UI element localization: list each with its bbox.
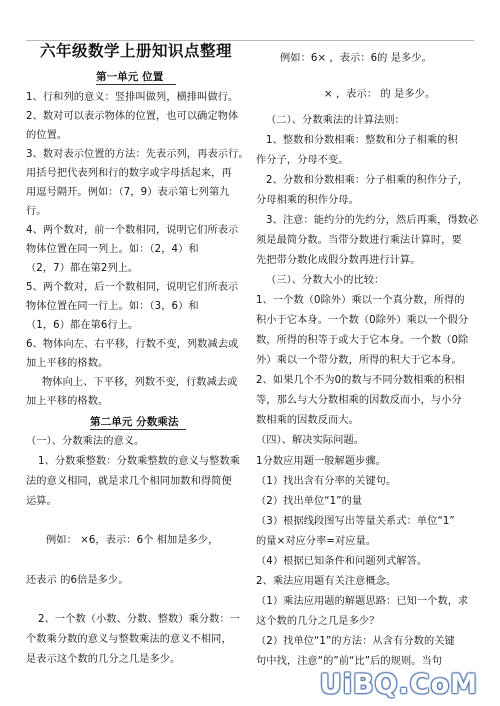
text-line: （2）找出单位“1”的量 — [256, 496, 363, 507]
text-line: 的位置。 — [26, 130, 68, 141]
text-line: × ，表示： 的 是多少。 — [324, 89, 436, 100]
text-line: 1、整数和分数相乘：整数和分子相乘的积 — [266, 135, 458, 146]
text-line: （1）找出含有分率的关键句。 — [256, 476, 397, 487]
text-line: 1分数应用题一般解题步骤。 — [256, 456, 387, 467]
text-line: 加上平移的格数。 — [26, 396, 109, 407]
text-line: 数，所得的积等于或大于它本身。一个数（0除 — [256, 335, 469, 346]
watermark: UiBQ.CoM — [319, 669, 478, 700]
text-line: 行。 — [26, 206, 47, 217]
text-line: （一）、分数乘法的意义。 — [26, 436, 145, 447]
text-line: 1、一个数（0除外）乘以一个真分数，所得的 — [256, 295, 465, 306]
text-line: 法的意义相同，就是求几个相同加数和得简便 — [26, 476, 232, 487]
text-line: （3）根据线段图写出等量关系式：单位“1” — [256, 516, 455, 527]
page-title: 六年级数学上册知识点整理 — [40, 41, 233, 60]
text-line: 2、分数和分数相乘：分子相乘的积作分子， — [266, 175, 469, 186]
text-line: 还表示 的6倍是多少。 — [26, 575, 129, 586]
unit2-heading-underline — [90, 429, 186, 430]
text-line: 分母相乘的积作分母。 — [256, 195, 359, 206]
text-line: 这个数的几分之几是多少？ — [256, 616, 380, 627]
text-line: 3、数对表示位置的方法：先表示列，再表示行。 — [26, 149, 249, 160]
text-line: 2、一个数（小数、分数、整数）乘分数：一 — [38, 614, 241, 625]
text-line: 须是最简分数。当带分数进行乘法计算时，要 — [256, 235, 462, 246]
text-line: 的量×对应分率=对应量。 — [256, 536, 377, 547]
text-line: 2、乘法应用题有关注意概念。 — [256, 576, 397, 587]
text-line: 物体向上、下平移，列数不变，行数减去或 — [42, 377, 238, 388]
text-line: 运算。 — [26, 496, 57, 507]
text-line: 作分子，分母不变。 — [256, 155, 349, 166]
text-line: （二）、分数乘法的计算法则： — [266, 115, 405, 126]
text-line: 1、分数乘整数：分数乘整数的意义与整数乘 — [38, 456, 241, 467]
text-line: 等，那么与大分数相乘的因数反而小，与小分 — [256, 395, 462, 406]
text-line: （1，6）都在第6行上。 — [26, 320, 139, 331]
text-line: 3、注意：能约分的先约分，然后再乘，得数必 — [266, 215, 479, 226]
text-line: 例如：6× ，表示：6的 是多少。 — [280, 53, 432, 64]
text-line: 个数乘分数的意义与整数乘法的意义不相同， — [26, 634, 232, 645]
text-line: （2）找单位“1”的方法：从含有分数的关键 — [256, 636, 455, 647]
text-line: 外）乘以一个带分数，所得的积大于它本身。 — [256, 355, 462, 366]
text-line: 物体位置在同一列上。如：（2，4）和 — [26, 244, 199, 255]
text-line: 积小于它本身。一个数（0除外）乘以一个假分 — [256, 315, 469, 326]
unit2-heading: 第二单元 分数乘法 — [90, 416, 179, 428]
text-line: （1）乘法应用题的解题思路：已知一个数，求 — [256, 596, 469, 607]
text-line: 4、两个数对，前一个数相同，说明它们所表示 — [26, 225, 239, 236]
text-line: 先把带分数化成假分数再进行计算。 — [256, 255, 421, 266]
text-line: （三）、分数大小的比较： — [266, 275, 385, 286]
text-line: （2，7）都在第2列上。 — [26, 263, 139, 274]
text-line: 2、数对可以表示物体的位置，也可以确定物体 — [26, 111, 239, 122]
unit1-heading-underline — [96, 84, 176, 85]
text-line: 数相乘的因数反而大。 — [256, 415, 359, 426]
text-line: 例如： ×6，表示：6个 相加是多少， — [46, 535, 219, 546]
text-line: （四）、解决实际问题。 — [256, 435, 365, 446]
text-line: 用逗号隔开。例如：（7，9）表示第七列第九 — [26, 187, 230, 198]
text-line: 物体位置在同一行上。如：（3，6）和 — [26, 301, 199, 312]
unit1-heading: 第一单元 位置 — [96, 71, 164, 83]
text-line: 2、如果几个不为0的数与不同分数相乘的积相 — [256, 375, 465, 386]
text-line: 是表示这个数的几分之几是多少。 — [26, 654, 181, 665]
text-line: 用括号把代表列和行的数字或字母括起来，再 — [26, 168, 232, 179]
text-line: 句中找，注意“的”前“比”后的规则。当句 — [256, 656, 443, 667]
text-line: 5、两个数对，后一个数相同，说明它们所表示 — [26, 282, 239, 293]
text-line: 加上平移的格数。 — [26, 358, 109, 369]
text-line: （4）根据已知条件和问题列式解答。 — [256, 556, 428, 567]
text-line: 1、行和列的意义：竖排叫做列，横排叫做行。 — [26, 92, 239, 103]
text-line: 6、物体向左、右平移，行数不变，列数减去或 — [26, 339, 239, 350]
